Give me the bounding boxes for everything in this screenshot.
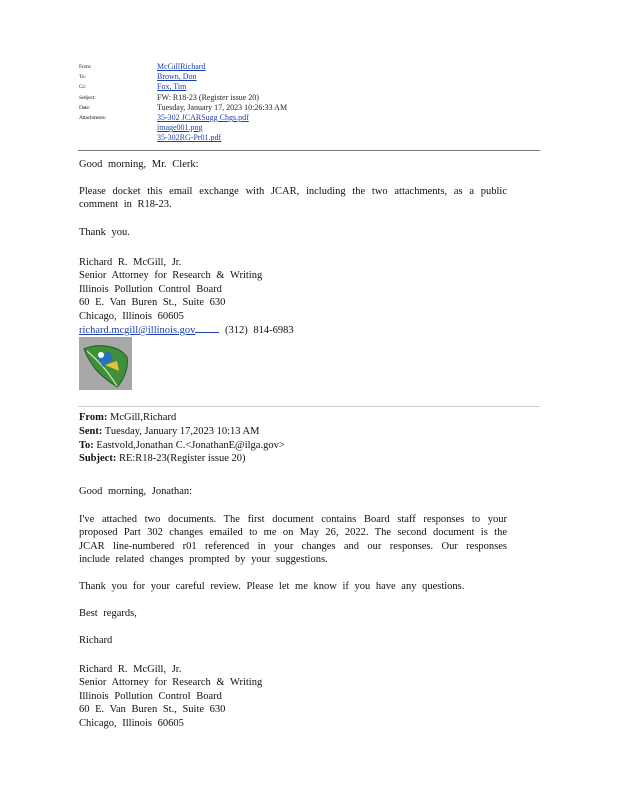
- header-date: Tuesday, January 17, 2023 10:26:33 AM: [157, 102, 288, 112]
- thanks: [79, 226, 130, 239]
- reply-greeting-text: Good morning, Jonathan:: [79, 486, 193, 497]
- reply-paragraph-text: I've attached two documents. The first document contains Board staff responses to your proposed Part 302 changes emailed to me on May 26, 2022. The second document is the JCAR line-numbered r01 referenced in your changes and our responses. Our responses include related changes prompted by your suggestions.: [79, 514, 507, 566]
- header-cc-label: Cc:: [79, 84, 87, 91]
- reply-signoff-text: Richard: [79, 635, 113, 646]
- header-cc-link[interactable]: Fox, Tim: [157, 82, 187, 92]
- header-to-link[interactable]: Brown, Don: [157, 72, 197, 82]
- fwd-from-row: [79, 411, 285, 425]
- header-from-row: [79, 62, 549, 72]
- fwd-from-label: From:: [79, 412, 108, 423]
- header-to-label: To:: [79, 74, 86, 81]
- header-attachments-row: [79, 123, 549, 133]
- signature-name: Richard R. McGill, Jr.: [79, 257, 182, 268]
- reply-signoff: [79, 634, 112, 647]
- fwd-to-label: To:: [79, 439, 94, 451]
- reply-closing-text: Best regards,: [79, 608, 137, 619]
- header-subject-row: [79, 93, 549, 103]
- signature-contact: [79, 323, 294, 337]
- fwd-sent: Tuesday, January 17,2023 10:13 AM: [102, 425, 260, 437]
- signature: [79, 663, 262, 730]
- attachment-link[interactable]: image001.png: [157, 123, 203, 133]
- header-from-link[interactable]: McGillRichard: [157, 62, 206, 71]
- header-subject-label: Subject:: [79, 94, 96, 101]
- reply-greeting: [79, 485, 192, 498]
- signature-street: 60 E. Van Buren St., Suite 630: [79, 297, 226, 309]
- email-header: [79, 62, 549, 144]
- header-cc-row: [79, 82, 549, 92]
- signature-email-link[interactable]: richard.mcgill@illinois.gov: [79, 325, 196, 337]
- header-attachments-row: [79, 113, 549, 123]
- header-divider: [78, 150, 540, 151]
- fwd-subject: RE:R18-23(Register issue 20): [116, 453, 246, 465]
- signature-phone: (312) 814-6983: [219, 325, 294, 337]
- header-date-label: Date:: [79, 104, 90, 111]
- fwd-subject-label: Subject:: [79, 453, 117, 465]
- header-attachments-label: Attachments:: [79, 114, 106, 121]
- request-paragraph: [79, 185, 507, 212]
- signature-city: Chicago, Illinois 60605: [79, 717, 184, 729]
- greeting: [79, 158, 199, 171]
- thanks-text: Thank you.: [79, 227, 130, 238]
- attachment-link[interactable]: 35-302RG-Pr01.pdf: [157, 133, 222, 143]
- fwd-sent-label: Sent:: [79, 425, 103, 437]
- signature-city: Chicago, Illinois 60605: [79, 310, 184, 322]
- header-subject: FW: R18-23 (Register issue 20): [157, 92, 259, 102]
- fwd-subject-row: [79, 452, 285, 466]
- greeting-text: Good morning, Mr. Clerk:: [79, 159, 199, 170]
- header-attachments-row: [79, 133, 549, 143]
- signature-title: Senior Attorney for Research & Writing: [79, 270, 263, 282]
- header-to-row: [79, 72, 549, 82]
- fwd-to: Eastvold,Jonathan C.<JonathanE@ilga.gov>: [93, 439, 285, 451]
- attachment-link[interactable]: 35-302 JCARSugg Chgs.pdf: [157, 112, 249, 122]
- header-from-label: From:: [79, 64, 92, 70]
- reply-paragraph: [79, 513, 507, 567]
- illinois-leaf-logo-icon: [79, 337, 132, 390]
- fwd-from: McGill,Richard: [107, 412, 177, 423]
- forwarded-header: [79, 411, 285, 466]
- email-underline: [195, 323, 219, 333]
- signature: [79, 256, 294, 337]
- fwd-sent-row: [79, 425, 285, 439]
- reply-closing: [79, 607, 137, 620]
- forward-divider: [78, 406, 540, 407]
- signature-org: Illinois Pollution Control Board: [79, 283, 222, 295]
- signature-org: Illinois Pollution Control Board: [79, 690, 222, 702]
- request-text: Please docket this email exchange with JCAR, including the two attachments, as a public comment in R18-23.: [79, 186, 507, 211]
- signature-street: 60 E. Van Buren St., Suite 630: [79, 704, 226, 716]
- header-date-row: [79, 103, 549, 113]
- illinois-leaf-logo-icon: [79, 337, 132, 390]
- reply-thanks: [79, 580, 464, 593]
- signature-title: Senior Attorney for Research & Writing: [79, 677, 263, 689]
- reply-thanks-text: Thank you for your careful review. Please let me know if you have any questions.: [79, 581, 465, 592]
- fwd-to-row: [79, 439, 285, 453]
- signature-name: Richard R. McGill, Jr.: [79, 664, 182, 675]
